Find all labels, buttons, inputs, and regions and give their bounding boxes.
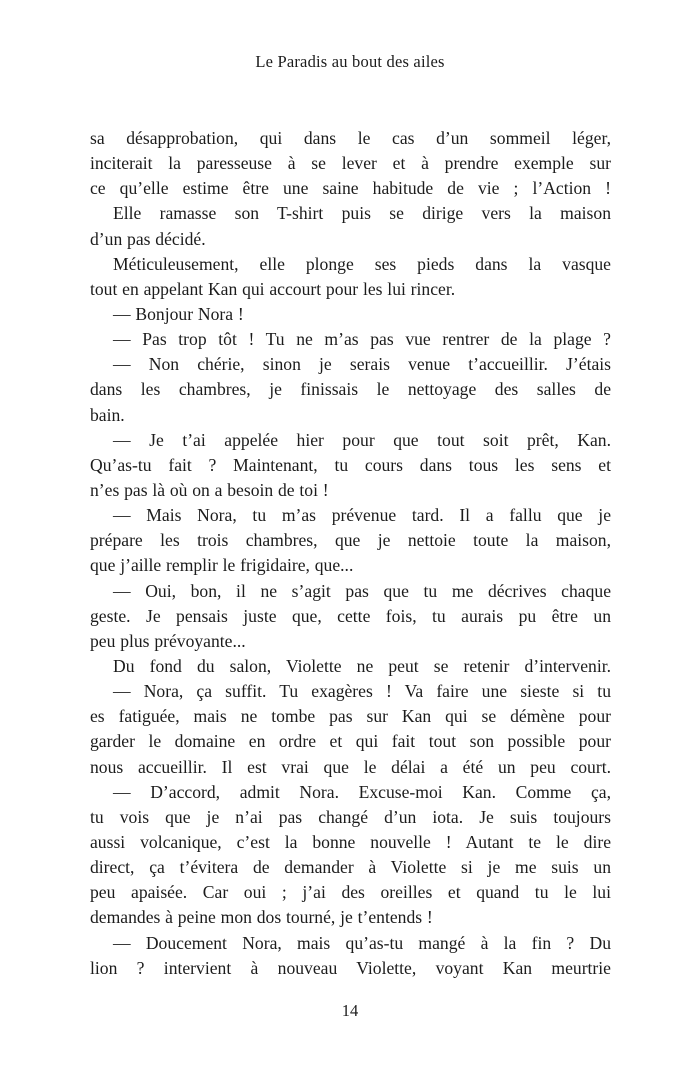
text-line: dans les chambres, je finissais le nettoyage des salles de: [90, 379, 611, 400]
text-line: aussi volcanique, c’est la bonne nouvelle ! Autant te le dire: [90, 831, 611, 852]
page-number: 14: [341, 1001, 359, 1020]
text-line: Elle ramasse son T-shirt puis se dirige vers la maison: [113, 203, 611, 224]
text-line: direct, ça t’évitera de demander à Violette si je me suis un: [90, 857, 611, 878]
text-line: Du fond du salon, Violette ne peut se retenir d’intervenir.: [113, 655, 611, 676]
text-line: demandes à peine mon dos tourné, je t’entends !: [90, 907, 433, 928]
text-line: tout en appelant Kan qui accourt pour les lui rincer.: [90, 278, 456, 299]
text-line: n’es pas là où on a besoin de toi !: [90, 479, 329, 500]
text-line: lion ? intervient à nouveau Violette, voyant Kan meurtrie: [90, 957, 611, 978]
text-line: — Pas trop tôt ! Tu ne m’as pas vue rentrer de la plage ?: [113, 329, 611, 350]
text-line: — Non chérie, sinon je serais venue t’accueillir. J’étais: [113, 354, 611, 375]
text-line: d’un pas décidé.: [90, 228, 206, 249]
text-line: que j’aille remplir le frigidaire, que...: [90, 555, 354, 576]
text-line: inciterait la paresseuse à se lever et à prendre exemple sur: [90, 153, 611, 174]
text-line: — Je t’ai appelée hier pour que tout soit prêt, Kan.: [113, 429, 611, 450]
text-line: — Nora, ça suffit. Tu exagères ! Va faire une sieste si tu: [113, 681, 611, 702]
text-line: — Oui, bon, il ne s’agit pas que tu me décrives chaque: [113, 580, 611, 601]
text-line: nous accueillir. Il est vrai que le délai a été un peu court.: [90, 756, 611, 777]
text-line: Méticuleusement, elle plonge ses pieds dans la vasque: [113, 253, 611, 274]
text-line: — Mais Nora, tu m’as prévenue tard. Il a fallu que je: [113, 505, 611, 526]
text-line: — Bonjour Nora !: [113, 303, 244, 324]
text-line: garder le domaine en ordre et qui fait tout son possible pour: [90, 731, 611, 752]
text-line: sa désapprobation, qui dans le cas d’un sommeil léger,: [90, 128, 611, 148]
text-line: peu apaisée. Car oui ; j’ai des oreilles et quand tu le lui: [90, 882, 611, 903]
text-line: bain.: [90, 404, 125, 425]
text-line: prépare les trois chambres, que je nettoie toute la maison,: [90, 530, 611, 551]
text-line: — D’accord, admit Nora. Excuse-moi Kan. Comme ça,: [113, 781, 611, 802]
running-header: Le Paradis au bout des ailes: [255, 52, 445, 71]
text-line: geste. Je pensais juste que, cette fois, tu aurais pu être un: [90, 605, 611, 626]
text-line: Qu’as-tu fait ? Maintenant, tu cours dans tous les sens et: [90, 454, 611, 475]
text-line: tu vois que je n’ai pas changé d’un iota. Je suis toujours: [90, 806, 611, 827]
text-line: es fatiguée, mais ne tombe pas sur Kan qui se démène pour: [90, 706, 611, 727]
text-line: ce qu’elle estime être une saine habitude de vie ; l’Action !: [90, 178, 611, 199]
text-line: — Doucement Nora, mais qu’as-tu mangé à la fin ? Du: [113, 932, 611, 953]
text-block: [90, 126, 611, 981]
text-line: peu plus prévoyante...: [90, 630, 246, 651]
